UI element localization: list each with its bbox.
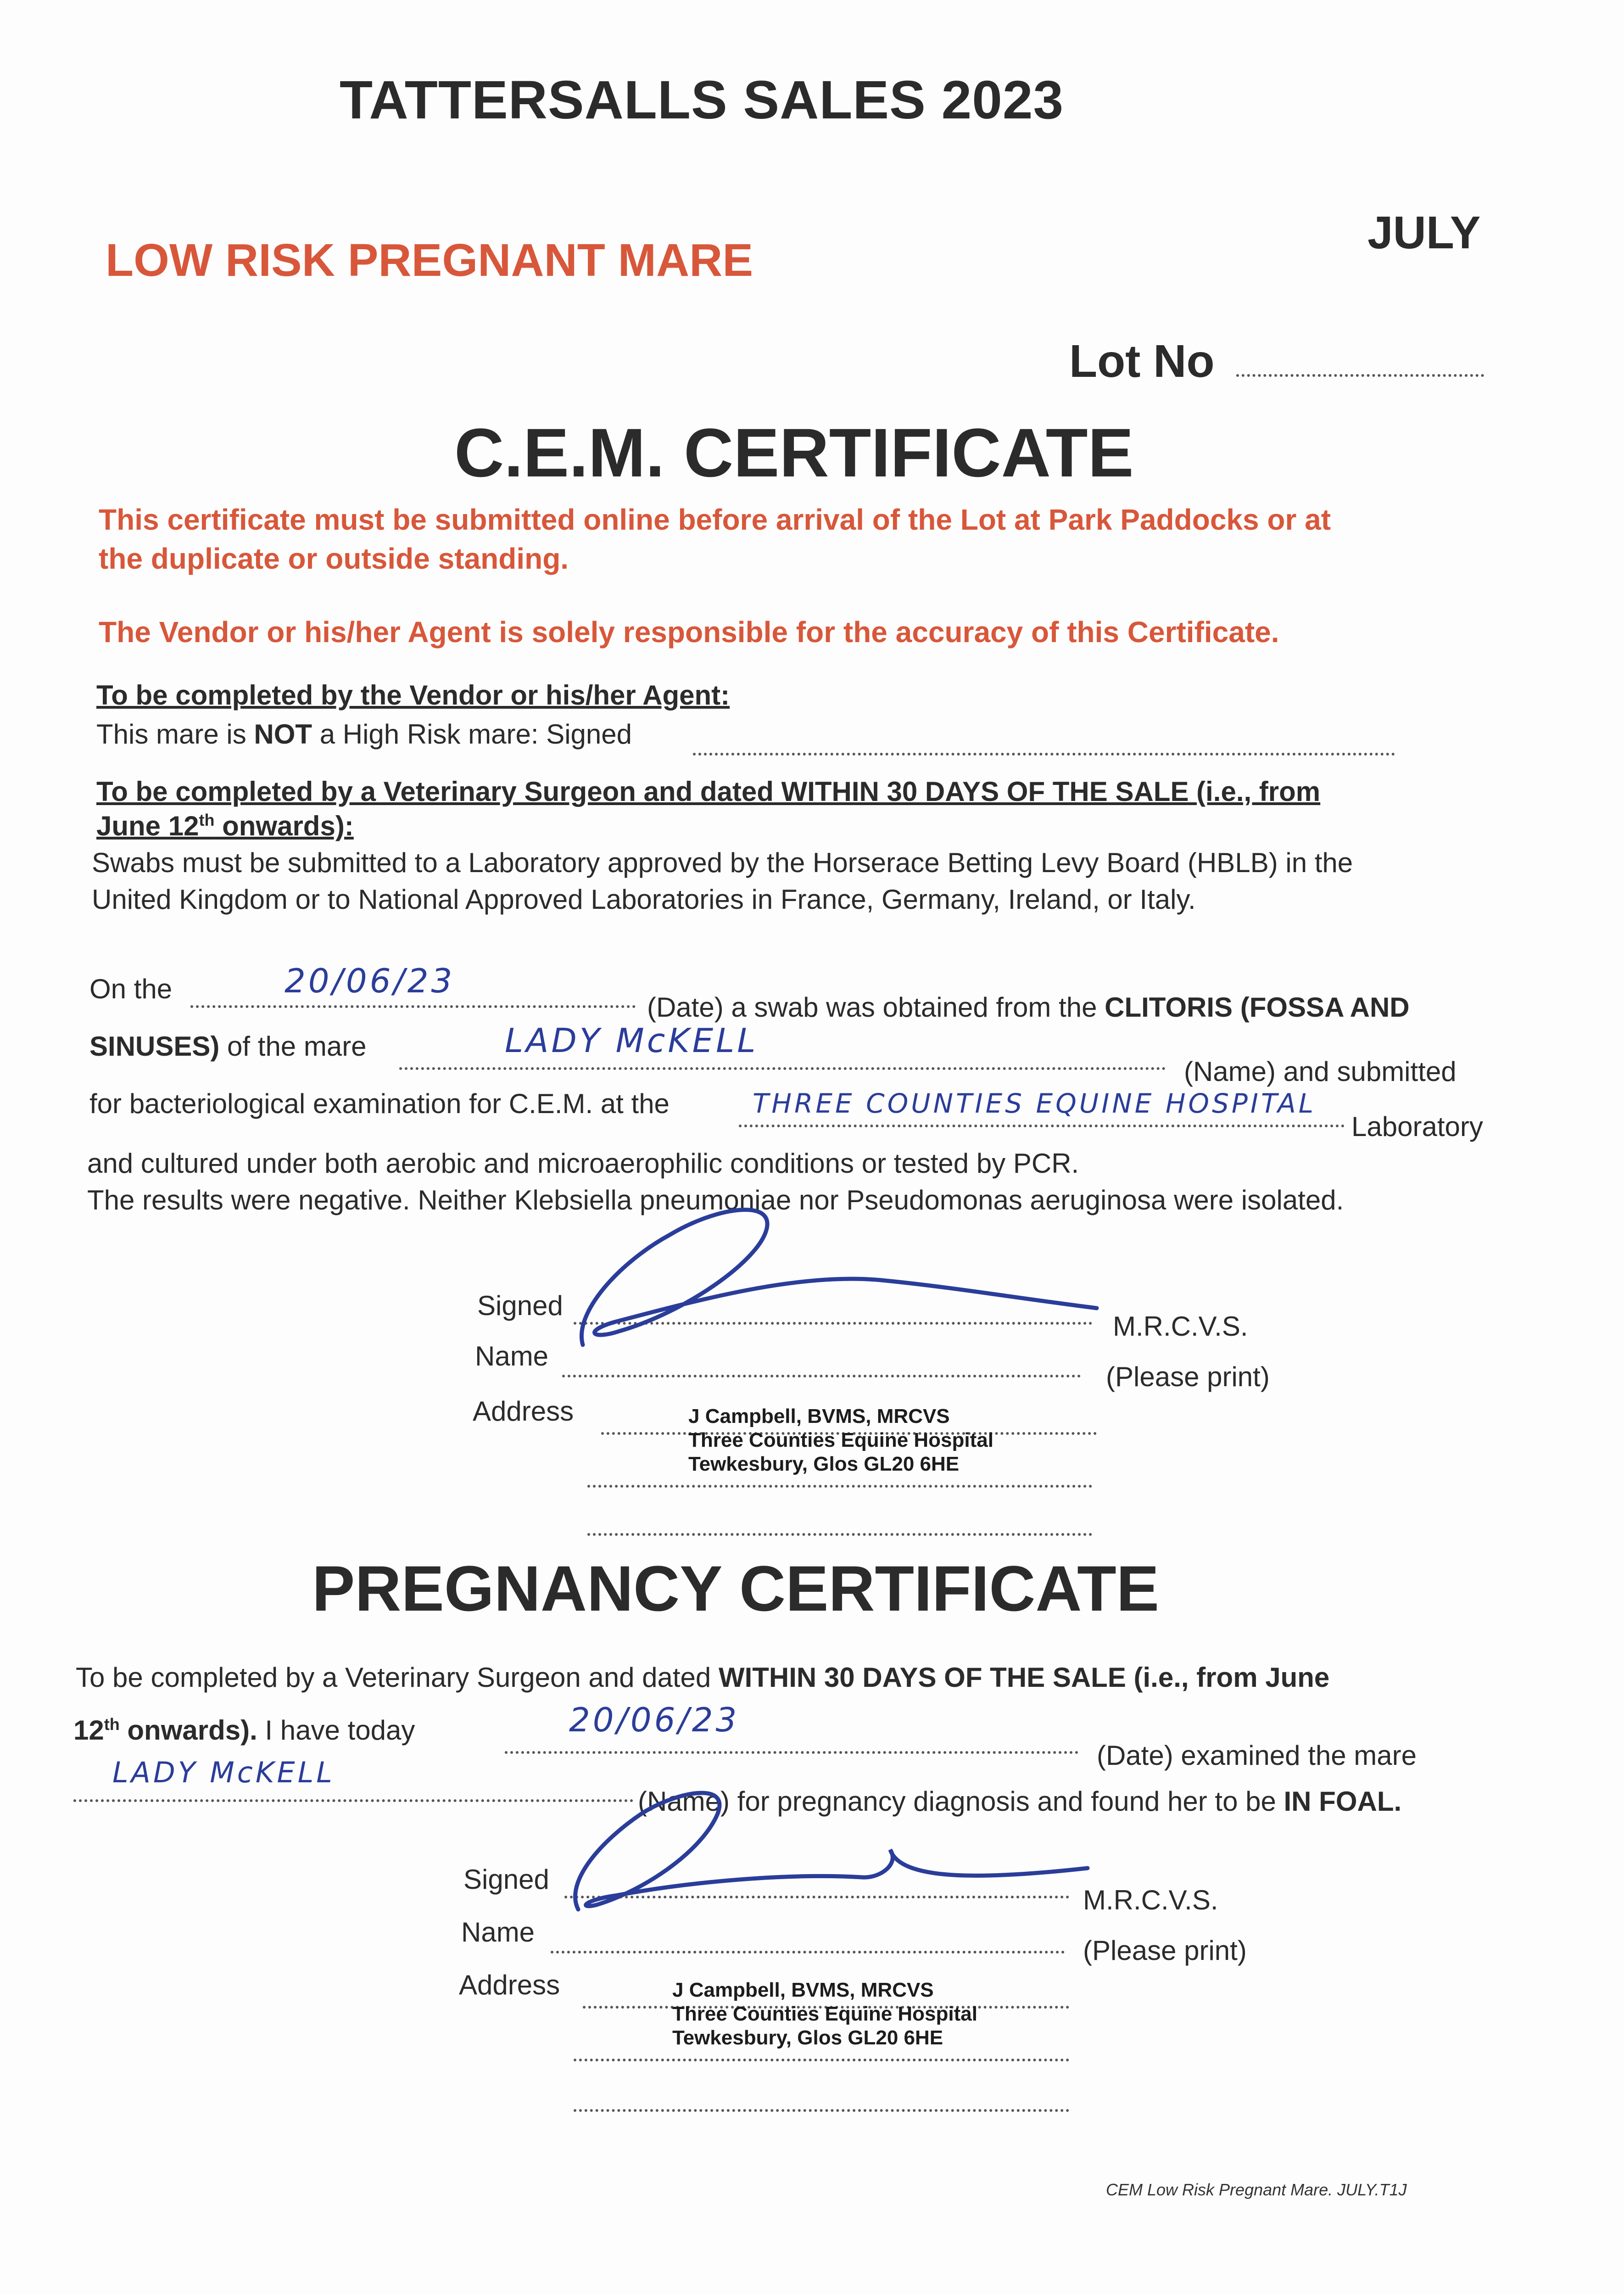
pregnancy-th: th <box>104 1715 120 1734</box>
pregnancy-name-label: Name <box>461 1917 535 1948</box>
mare-name-handwritten: LADY McKELL <box>505 1021 759 1060</box>
in-foal-text: IN FOAL. <box>1284 1786 1402 1817</box>
vendor-declaration-not: NOT <box>254 719 313 750</box>
cem-signed-label: Signed <box>477 1290 563 1321</box>
vet-heading-date: June 12 <box>96 811 199 841</box>
pregnancy-stamp-line-1: J Campbell, BVMS, MRCVS <box>672 1979 934 2001</box>
pregnancy-date-line[interactable] <box>505 1751 1078 1754</box>
vendor-declaration-text: This mare is <box>96 719 254 750</box>
pregnancy-vet-signature <box>551 1772 1101 1928</box>
vendor-signed-label: a High Risk mare: Signed <box>312 719 632 750</box>
clitoris-text: CLITORIS (FOSSA AND <box>1105 992 1410 1023</box>
pregnancy-mare-name-line[interactable] <box>73 1799 633 1802</box>
pregnancy-i-have-today: I have today <box>257 1715 415 1746</box>
date-suffix-text: (Date) a swab was obtained from the <box>647 992 1105 1023</box>
pregnancy-mrcvs-label: M.R.C.V.S. <box>1083 1885 1218 1915</box>
mare-name-line[interactable] <box>399 1067 1166 1070</box>
on-the-label: On the <box>89 974 173 1004</box>
cem-vet-signature <box>564 1193 1115 1359</box>
of-the-mare-text: of the mare <box>219 1031 367 1062</box>
cem-certificate-title: C.E.M. CERTIFICATE <box>454 414 1134 491</box>
sinuses-text: SINUSES) <box>89 1031 220 1062</box>
cem-address-line-2[interactable] <box>587 1485 1092 1488</box>
lot-number-blank[interactable] <box>1236 374 1484 377</box>
submission-notice-line-1: This certificate must be submitted online before arrival of the Lot at Park Paddocks or at <box>99 503 1331 536</box>
swab-date-line[interactable] <box>190 1005 636 1008</box>
pregnancy-12: 12 <box>73 1715 104 1746</box>
cem-vet-stamp <box>688 1405 993 1476</box>
cem-stamp-line-1: J Campbell, BVMS, MRCVS <box>688 1405 950 1427</box>
cem-name-line[interactable] <box>562 1375 1081 1377</box>
cem-name-label: Name <box>475 1341 549 1371</box>
pregnancy-line-2 <box>73 1714 415 1746</box>
lot-number-label: Lot No <box>1069 336 1215 387</box>
pregnancy-vet-stamp <box>672 1978 977 2050</box>
swab-date-description <box>647 991 1410 1023</box>
pregnancy-line-3-text: (Name) for pregnancy diagnosis and found her to be <box>638 1786 1284 1817</box>
pregnancy-address-label: Address <box>459 1970 560 2000</box>
swab-date-handwritten: 20/06/23 <box>285 962 455 1000</box>
vet-heading-sup: th <box>199 811 215 829</box>
laboratory-handwritten: THREE COUNTIES EQUINE HOSPITAL <box>753 1088 1317 1119</box>
vet-section-heading-line-2 <box>96 810 354 842</box>
laboratory-label: Laboratory <box>1351 1111 1483 1142</box>
results-line: The results were negative. Neither Klebsiella pneumoniae nor Pseudomonas aeruginosa were isolated. <box>87 1185 1344 1215</box>
responsibility-notice: The Vendor or his/her Agent is solely responsible for the accuracy of this Certificate. <box>99 616 1279 649</box>
sale-month: JULY <box>1367 207 1481 258</box>
vendor-signature-line[interactable] <box>693 753 1395 756</box>
cem-stamp-line-3: Tewkesbury, Glos GL20 6HE <box>688 1453 960 1475</box>
pregnancy-onwards: onwards). <box>119 1715 257 1746</box>
pregnancy-please-print: (Please print) <box>1083 1935 1247 1966</box>
pregnancy-signed-label: Signed <box>463 1864 549 1895</box>
pregnancy-address-line-3[interactable] <box>574 2109 1069 2112</box>
pregnancy-name-line[interactable] <box>551 1951 1065 1954</box>
pregnancy-line-1-text: To be completed by a Veterinary Surgeon and dated <box>76 1662 719 1693</box>
pregnancy-line-1 <box>76 1662 1329 1693</box>
pregnancy-mare-handwritten: LADY McKELL <box>112 1756 335 1789</box>
bacteriological-line: for bacteriological examination for C.E.M. at the <box>89 1088 670 1119</box>
pregnancy-certificate-title: PREGNANCY CERTIFICATE <box>312 1552 1160 1624</box>
swab-instructions-line-1: Swabs must be submitted to a Laboratory approved by the Horserace Betting Levy Board (HBLB) in the <box>92 847 1353 878</box>
certificate-category: LOW RISK PREGNANT MARE <box>106 235 753 286</box>
cem-address-line-3[interactable] <box>587 1533 1092 1536</box>
vet-heading-onwards: onwards): <box>214 811 354 841</box>
sinuses-line <box>89 1030 367 1062</box>
pregnancy-address-line-2[interactable] <box>574 2059 1069 2061</box>
cem-stamp-line-2: Three Counties Equine Hospital <box>688 1429 993 1451</box>
vendor-section-heading: To be completed by the Vendor or his/her Agent: <box>96 680 730 711</box>
submission-notice-line-2: the duplicate or outside standing. <box>99 542 569 575</box>
cem-mrcvs-label: M.R.C.V.S. <box>1113 1311 1248 1342</box>
swab-instructions-line-2: United Kingdom or to National Approved Laboratories in France, Germany, Ireland, or Italy. <box>92 884 1196 915</box>
document-title: TATTERSALLS SALES 2023 <box>340 70 1064 130</box>
pregnancy-date-examined: (Date) examined the mare <box>1097 1740 1417 1771</box>
lot-number-field[interactable] <box>1069 335 1484 388</box>
cultured-line: and cultured under both aerobic and microaerophilic conditions or tested by PCR. <box>87 1148 1079 1179</box>
footer-code: CEM Low Risk Pregnant Mare. JULY.T1J <box>1106 2180 1407 2199</box>
vet-section-heading-line-1: To be completed by a Veterinary Surgeon and dated WITHIN 30 DAYS OF THE SALE (i.e., from <box>96 776 1321 807</box>
cem-address-label: Address <box>473 1396 574 1427</box>
cem-please-print: (Please print) <box>1106 1361 1270 1392</box>
name-submitted-text: (Name) and submitted <box>1184 1056 1457 1087</box>
laboratory-name-line[interactable] <box>739 1125 1345 1127</box>
pregnancy-line-1-bold: WITHIN 30 DAYS OF THE SALE (i.e., from June <box>718 1662 1330 1693</box>
pregnancy-date-handwritten: 20/06/23 <box>569 1701 740 1739</box>
pregnancy-stamp-line-2: Three Counties Equine Hospital <box>672 2003 977 2025</box>
pregnancy-stamp-line-3: Tewkesbury, Glos GL20 6HE <box>672 2026 943 2049</box>
vendor-declaration <box>96 718 632 750</box>
